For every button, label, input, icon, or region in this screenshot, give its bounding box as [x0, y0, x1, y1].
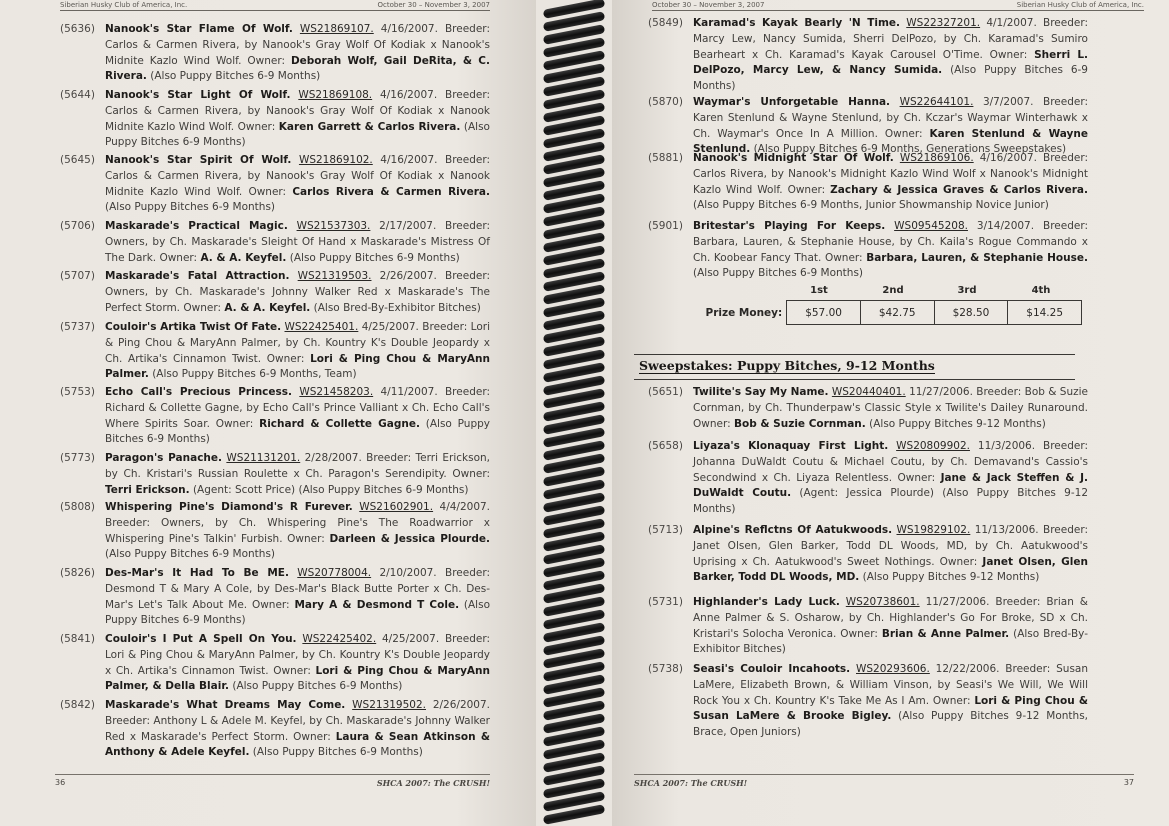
entry-details: 4/11/2007. Breeder: Richard & Collette Gagne, by Echo Call's Prince Valliant x Ch. Echo Call's Where Spirits Soar. Owner:: [105, 386, 490, 430]
entry-details: 4/25/2007. Breeder: Lori & Ping Chou & MaryAnn Palmer, by Ch. Kountry K's Double Jeopardy x Ch. Artika's Cinnamon Twist. Owner:: [105, 321, 490, 365]
entry-number: (5826): [60, 567, 95, 579]
entry-number: (5881): [648, 152, 683, 164]
owner-names: Zachary & Jessica Graves & Carlos Rivera.: [830, 183, 1089, 196]
entry-details: 11/13/2006. Breeder: Janet Olsen, Glen Barker, Todd DL Woods, MD, by Ch. Aatukwood's Uprising x Ch. Aatukwood's Sweet Nothings. Owner:: [693, 524, 1088, 568]
entry-body: [693, 219, 1088, 282]
dog-name: Maskarade's Fatal Attraction.: [105, 270, 290, 282]
dog-name: Paragon's Panache.: [105, 452, 222, 464]
entry-notes: (Also Puppy Bitches 9-12 Months): [869, 417, 1046, 430]
owner-names: Deborah Wolf, Gail DeRita, & C. Rivera.: [105, 54, 490, 83]
place-3rd: 3rd: [957, 285, 977, 296]
dog-name: Couloir's I Put A Spell On You.: [105, 633, 297, 645]
prize-amount-2nd: $42.75: [860, 301, 934, 325]
right-running-header: [652, 1, 1144, 11]
left-header-dates: October 30 – November 3, 2007: [377, 1, 490, 9]
entry-details: 4/16/2007. Breeder: Carlos & Carmen Rivera, by Nanook's Gray Wolf Of Kodiak x Nanook Midnite Kazlo Wind Wolf. Owner:: [105, 89, 490, 133]
owner-names: Karen Stenlund & Wayne Stenlund.: [693, 127, 1088, 156]
owner-names: Brian & Anne Palmer.: [881, 627, 1010, 640]
registration-number: WS21869108.: [298, 89, 373, 101]
entry-number: (5841): [60, 633, 95, 645]
entry-details: 4/25/2007. Breeder: Lori & Ping Chou & MaryAnn Palmer, by Ch. Kountry K's Double Jeopardy x Ch. Artika's Cinnamon Twist. Owner:: [105, 633, 490, 677]
owner-names: Sherri L. DelPozo, Marcy Lew, & Nancy Sumida.: [693, 48, 1089, 77]
entry-notes: (Also Puppy Bitches 9-12 Months, Brace, Open Juniors): [693, 710, 1088, 739]
entry-notes: (Also Puppy Bitches 6-9 Months, Generations Sweepstakes): [753, 143, 1067, 156]
section-rule-top: [634, 354, 1075, 355]
entry-body: [693, 95, 1088, 158]
registration-number: WS09545208.: [894, 220, 968, 232]
entry-body: [105, 22, 490, 85]
entry-notes: (Also Puppy Bitches 6-9 Months): [105, 598, 490, 627]
registration-number: WS21869102.: [298, 154, 373, 166]
entry-notes: (Also Puppy Bitches 6-9 Months): [693, 64, 1088, 93]
entry-body: [693, 151, 1088, 214]
entry-body: [105, 88, 490, 151]
registration-number: WS22644101.: [899, 96, 974, 108]
registration-number: WS20293606.: [856, 663, 930, 675]
entry-number: (5645): [60, 154, 95, 166]
registration-number: WS22425402.: [302, 633, 377, 645]
entry-number: (5849): [648, 17, 683, 29]
entry-notes: (Also Puppy Bitches 6-9 Months): [150, 70, 321, 83]
entry-number: (5731): [648, 596, 683, 608]
prize-money-table: [682, 285, 1082, 325]
registration-number: WS22425401.: [284, 321, 359, 333]
dog-name: Whispering Pine's Diamond's R Furever.: [105, 501, 353, 513]
entry-body: [693, 662, 1088, 741]
right-header-club: Siberian Husky Club of America, Inc.: [1016, 1, 1144, 9]
owner-names: Laura & Sean Atkinson & Anthony & Adele Keyfel.: [105, 730, 490, 759]
entry-notes: (Also Puppy Bitches 6-9 Months): [289, 251, 460, 264]
place-2nd: 2nd: [882, 285, 904, 296]
dog-name: Karamad's Kayak Bearly 'N Time.: [693, 17, 901, 29]
dog-name: Seasi's Couloir Incahoots.: [693, 663, 851, 675]
right-footer: [634, 774, 1134, 788]
entry-number: (5644): [60, 89, 95, 101]
owner-names: Lori & Ping Chou & MaryAnn Palmer.: [105, 352, 490, 381]
registration-number: WS21458203.: [299, 386, 374, 398]
entry-number: (5658): [648, 440, 683, 452]
section-title-text: Sweepstakes: Puppy Bitches, 9-12 Months: [639, 358, 935, 373]
place-1st: 1st: [810, 285, 828, 296]
entry-details: 2/26/2007. Breeder: Owners, by Ch. Maskarade's Johnny Walker Red x Maskarade's The Perfect Storm. Owner:: [105, 270, 490, 314]
prize-places: [682, 285, 1082, 299]
entry-details: 2/10/2007. Breeder: Desmond T & Mary A Cole, by Des-Mar's Black Butte Porter x Ch. Des-Mar's Let's Talk About Me. Owner:: [105, 567, 490, 611]
owner-names: A. & A. Keyfel.: [224, 301, 311, 314]
right-page-number: 37: [1123, 778, 1134, 787]
entry-body: [105, 500, 490, 563]
entry-notes: (Also Puppy Bitches 6-9 Months): [105, 120, 490, 149]
entry-notes: (Also Puppy Bitches 6-9 Months): [105, 201, 276, 214]
entry-details: 12/22/2006. Breeder: Susan LaMere, Elizabeth Brown, & William Vinson, by Seasi's We Will, We Will Rock You x Ch. Kountry K's Take Me As I Am. Owner:: [693, 663, 1088, 707]
entry-notes: (Also Puppy Bitches 6-9 Months): [232, 680, 403, 693]
registration-number: WS21602901.: [359, 501, 434, 513]
entry-body: [105, 566, 490, 629]
prize-money-label: Prize Money:: [705, 306, 783, 319]
entry-notes: (Also Bred-By-Exhibitor Bitches): [693, 627, 1088, 656]
owner-names: Bob & Suzie Cornman.: [733, 417, 866, 430]
entry-notes: (Also Puppy Bitches 6-9 Months): [693, 267, 864, 280]
entry-body: [693, 385, 1088, 432]
entry-number: (5842): [60, 699, 95, 711]
dog-name: Des-Mar's It Had To Be ME.: [105, 567, 289, 579]
left-running-header: [60, 1, 490, 11]
entry-details: 3/7/2007. Breeder: Karen Stenlund & Wayne Stenlund, by Ch. Kczar's Waymar Winterhawk x Ch. Waymar's Once In A Million. Owner:: [693, 96, 1089, 140]
spiral-binding: [536, 0, 612, 826]
dog-name: Maskarade's What Dreams May Come.: [105, 699, 346, 711]
dog-name: Couloir's Artika Twist Of Fate.: [105, 321, 282, 333]
prize-amount-1st: $57.00: [787, 301, 861, 325]
entry-body: [105, 385, 490, 448]
owner-names: Jane & Jack Steffen & J. DuWaldt Coutu.: [693, 471, 1088, 500]
registration-number: WS20440401.: [831, 386, 906, 398]
entry-body: [105, 219, 490, 266]
owner-names: Barbara, Lauren, & Stephanie House.: [866, 251, 1088, 264]
entry-notes: (Also Puppy Bitches 6-9 Months, Team): [152, 368, 357, 381]
entry-body: [693, 16, 1088, 95]
entry-details: 2/28/2007. Breeder: Terri Erickson, by Ch. Kristari's Russian Roulette x Ch. Paragon's Serendipity. Owner:: [105, 452, 490, 480]
registration-number: WS21131201.: [226, 452, 301, 464]
section-title: [639, 358, 935, 373]
dog-name: Alpine's Reflctns Of Aatukwoods.: [693, 524, 893, 536]
dog-name: Waymar's Unforgetable Hanna.: [693, 96, 891, 108]
entry-details: 11/3/2006. Breeder: Johanna DuWaldt Coutu & Michael Coutu, by Ch. Demavand's Cassio's Secondwind x Ch. Liyaza Relentless. Owner:: [693, 440, 1088, 484]
right-header-dates: October 30 – November 3, 2007: [652, 1, 765, 9]
section-rule-bottom: [634, 379, 1075, 380]
entry-number: (5901): [648, 220, 683, 232]
entry-details: 4/16/2007. Breeder: Carlos & Carmen Rivera, by Nanook's Gray Wolf Of Kodiak x Nanook Midnite Kazlo Wind Wolf. Owner:: [105, 154, 490, 198]
entry-body: [693, 595, 1088, 658]
registration-number: WS21869107.: [299, 23, 374, 35]
left-footer-brand: SHCA 2007: The CRUSH!: [376, 778, 490, 788]
registration-number: WS20738601.: [845, 596, 920, 608]
owner-names: Janet Olsen, Glen Barker, Todd DL Woods, MD.: [693, 555, 1088, 584]
registration-number: WS19829102.: [896, 524, 971, 536]
entry-number: (5651): [648, 386, 683, 398]
entry-number: (5738): [648, 663, 683, 675]
entry-notes: (Also Puppy Bitches 6-9 Months): [105, 548, 276, 561]
entry-notes: (Also Bred-By-Exhibitor Bitches): [313, 301, 481, 314]
owner-names: Lori & Ping Chou & Susan LaMere & Brooke Bigley.: [693, 694, 1088, 723]
owner-names: Mary A & Desmond T Cole.: [294, 598, 460, 611]
entry-details: 3/14/2007. Breeder: Barbara, Lauren, & Stephanie House, by Ch. Kaila's Rogue Commando x Ch. Koobear Fancy That. Owner:: [693, 220, 1088, 264]
entry-number: (5737): [60, 321, 95, 333]
entry-body: [693, 439, 1088, 518]
entry-details: 4/16/2007. Breeder: Carlos & Carmen Rivera, by Nanook's Gray Wolf Of Kodiak x Nanook's Midnite Kazlo Wind Wolf. Owner:: [105, 23, 490, 67]
entry-number: (5707): [60, 270, 95, 282]
entry-number: (5870): [648, 96, 683, 108]
entry-number: (5808): [60, 501, 95, 513]
dog-name: Nanook's Midnight Star Of Wolf.: [693, 152, 894, 164]
entry-details: 11/27/2006. Breeder: Bob & Suzie Cornman, by Ch. Thunderpaw's Classic Style x Twilite's Dailey Runaround. Owner:: [693, 386, 1089, 430]
right-page: [612, 0, 1169, 826]
entry-body: [105, 269, 490, 316]
entry-notes: (Also Puppy Bitches 6-9 Months): [252, 746, 423, 759]
dog-name: Britestar's Playing For Keeps.: [693, 220, 886, 232]
dog-name: Nanook's Star Flame Of Wolf.: [105, 23, 293, 35]
prize-amount-4th: $14.25: [1008, 301, 1082, 325]
entry-notes: (Agent: Scott Price) (Also Puppy Bitches 6-9 Months): [192, 483, 469, 496]
entry-details: 4/4/2007. Breeder: Owners, by Ch. Whispering Pine's The Roadwarrior x Whispering Pine's Talkin' Furbish. Owner:: [105, 501, 491, 545]
dog-name: Maskarade's Practical Magic.: [105, 220, 288, 232]
entry-details: 11/27/2006. Breeder: Brian & Anne Palmer & S. Osharow, by Ch. Highlander's Go For Broke, SD x Ch. Kristari's Solocha Veronica. Owner:: [693, 596, 1088, 640]
entry-body: [105, 632, 490, 695]
entry-notes: (Also Puppy Bitches 6-9 Months, Junior Showmanship Novice Junior): [693, 199, 1049, 212]
registration-number: WS22327201.: [906, 17, 981, 29]
registration-number: WS21869106.: [899, 152, 974, 164]
dog-name: Liyaza's Klonaquay First Light.: [693, 440, 889, 452]
prize-amount-3rd: $28.50: [934, 301, 1008, 325]
dog-name: Twilite's Say My Name.: [693, 386, 829, 398]
owner-names: Carlos Rivera & Carmen Rivera.: [292, 185, 490, 198]
owner-names: A. & A. Keyfel.: [200, 251, 287, 264]
entry-body: [105, 698, 490, 761]
registration-number: WS20778004.: [297, 567, 372, 579]
entry-details: 4/16/2007. Breeder: Carlos Rivera, by Nanook's Midnight Kazlo Wind Wolf x Nanook's Midnight Kazlo Wind Wolf. Owner:: [693, 152, 1088, 196]
owner-names: Darleen & Jessica Plourde.: [329, 532, 490, 545]
entry-details: 2/26/2007. Breeder: Anthony L & Adele M. Keyfel, by Ch. Maskarade's Johnny Walker Red x Maskarade's Perfect Storm. Owner:: [105, 699, 491, 743]
registration-number: WS21319502.: [352, 699, 426, 711]
entry-body: [693, 523, 1088, 586]
entry-notes: (Also Puppy Bitches 9-12 Months): [862, 571, 1040, 584]
registration-number: WS20809902.: [896, 440, 970, 452]
entry-number: (5636): [60, 23, 95, 35]
owner-names: Terri Erickson.: [105, 483, 190, 496]
entry-details: 2/17/2007. Breeder: Owners, by Ch. Maskarade's Sleight Of Hand x Maskarade's Mistress Of The Dark. Owner:: [105, 220, 490, 264]
place-4th: 4th: [1031, 285, 1051, 296]
dog-name: Echo Call's Precious Princess.: [105, 386, 292, 398]
owner-names: Richard & Collette Gagne.: [259, 417, 420, 430]
dog-name: Highlander's Lady Luck.: [693, 596, 840, 608]
left-page-number: 36: [55, 778, 66, 787]
entry-number: (5773): [60, 452, 95, 464]
owner-names: Lori & Ping Chou & MaryAnn Palmer, & Della Blair.: [105, 664, 490, 693]
entry-body: [105, 153, 490, 216]
registration-number: WS21537303.: [296, 220, 371, 232]
entry-notes: (Also Puppy Bitches 6-9 Months): [105, 417, 490, 446]
dog-name: Nanook's Star Light Of Wolf.: [105, 89, 291, 101]
entry-notes: (Agent: Jessica Plourde) (Also Puppy Bitches 9-12 Months): [693, 487, 1089, 516]
prize-amounts: [786, 300, 1082, 325]
owner-names: Karen Garrett & Carlos Rivera.: [278, 120, 461, 133]
entry-body: [105, 320, 490, 383]
entry-number: (5753): [60, 386, 95, 398]
entry-details: 4/1/2007. Breeder: Marcy Lew, Nancy Sumida, Sherri DelPozo, by Ch. Karamad's Sumiro Bearheart x Ch. Karamad's Kayak Carousel O'Time. Owner:: [693, 17, 1089, 61]
entry-body: [105, 451, 490, 498]
left-page: [0, 0, 536, 826]
entry-number: (5713): [648, 524, 683, 536]
left-footer: [55, 774, 490, 788]
left-header-club: Siberian Husky Club of America, Inc.: [60, 1, 188, 9]
entry-number: (5706): [60, 220, 95, 232]
dog-name: Nanook's Star Spirit Of Wolf.: [105, 154, 292, 166]
registration-number: WS21319503.: [297, 270, 372, 282]
right-footer-brand: SHCA 2007: The CRUSH!: [634, 778, 748, 788]
